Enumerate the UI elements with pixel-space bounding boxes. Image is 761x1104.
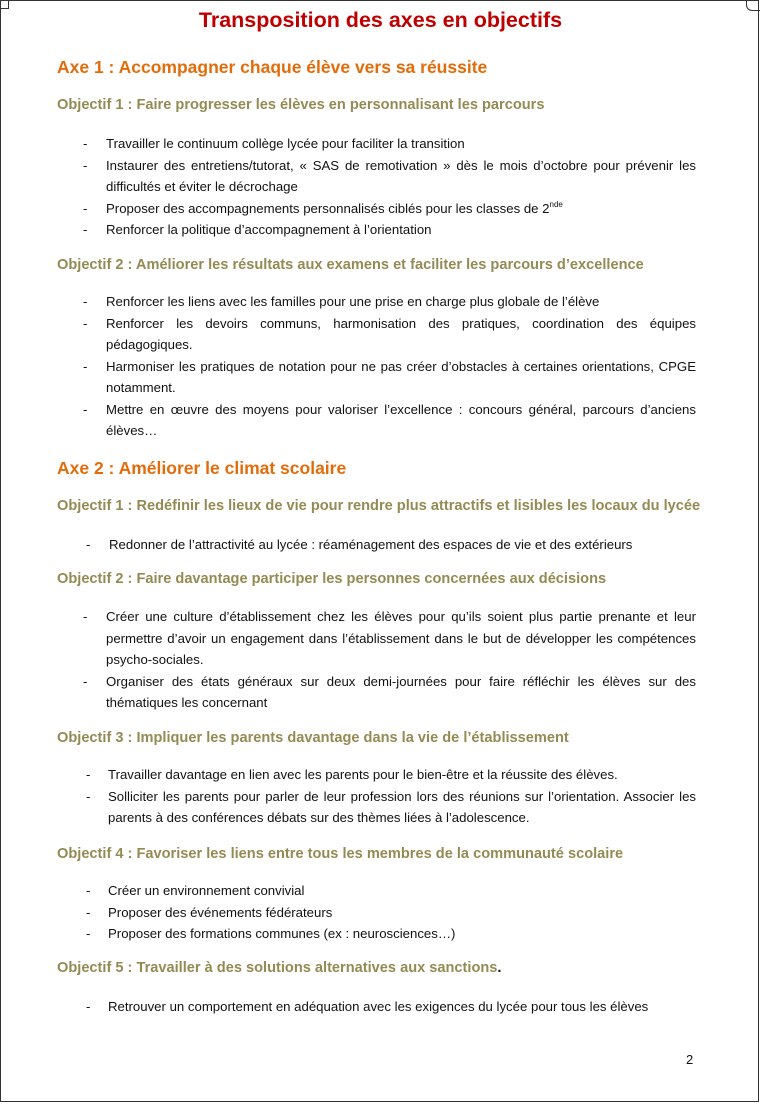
list-item: - Redonner de l’attractivité au lycée : réaménagement des espaces de vie et des extérieurs [0, 534, 761, 556]
axe-1-objectif-2-list [0, 291, 761, 442]
list-item: - Créer une culture d’établissement chez les élèves pour qu’ils soient plus partie prenante et leur permettre d’avoir un engagement dans l’établissement dans le but de développer les compétences psycho-sociales. [0, 606, 761, 671]
list-item: - Travailler davantage en lien avec les parents pour le bien-être et la réussite des élèves. [0, 764, 761, 786]
axe-2-heading: Axe 2 : Améliorer le climat scolaire [57, 458, 347, 478]
bullet-dash: - [83, 315, 88, 331]
list-item: - Travailler le continuum collège lycée pour faciliter la transition [0, 133, 761, 155]
bullet-dash: - [83, 673, 88, 689]
list-item: - Créer un environnement convivial [0, 880, 761, 902]
bullet-dash: - [86, 883, 91, 898]
bullet-dash: - [86, 767, 91, 782]
heading-period: . [497, 960, 502, 976]
bullet-dash: - [83, 294, 88, 309]
list-item: - Organiser des états généraux sur deux demi-journées pour faire réfléchir les élèves sur des thématiques les concernant [0, 671, 761, 714]
bullet-dash: - [86, 537, 91, 552]
document-title: Transposition des axes en objectifs [198, 8, 563, 32]
bullet-dash: - [83, 401, 88, 417]
list-item: - Proposer des formations communes (ex : neurosciences…) [0, 923, 761, 945]
bullet-dash: - [83, 200, 88, 216]
list-item: - Proposer des accompagnements personnalisés ciblés pour les classes de 2nde [0, 198, 761, 220]
axe-2-objectif-2-heading: Objectif 2 : Faire davantage participer les personnes concernées aux décisions [57, 571, 607, 587]
bullet-dash: - [83, 157, 88, 173]
superscript-nde: nde [549, 199, 563, 209]
bullet-dash: - [86, 904, 91, 920]
axe-2-objectif-1-heading: Objectif 1 : Redéfinir les lieux de vie pour rendre plus attractifs et lisibles les locaux du lycée [57, 498, 701, 514]
axe-2-objectif-5-list [0, 996, 761, 1018]
axe-2-objectif-1-list [0, 534, 761, 556]
bullet-dash: - [83, 358, 88, 374]
bullet-dash: - [86, 926, 91, 941]
axe-1-heading: Axe 1 : Accompagner chaque élève vers sa réussite [57, 57, 488, 77]
bullet-dash: - [83, 609, 88, 624]
bullet-dash: - [86, 999, 91, 1014]
axe-2-objectif-4-list [0, 880, 761, 945]
axe-1-objectif-1-list [0, 133, 761, 241]
list-item: - Proposer des événements fédérateurs [0, 902, 761, 924]
axe-1-objectif-2-heading: Objectif 2 : Améliorer les résultats aux examens et faciliter les parcours d’excellence [57, 257, 644, 273]
list-item: - Renforcer les devoirs communs, harmonisation des pratiques, coordination des équipes pédagogiques. [0, 313, 761, 356]
list-item: - Harmoniser les pratiques de notation pour ne pas créer d’obstacles à certaines orientations, CPGE notamment. [0, 356, 761, 399]
axe-2-objectif-2-list [0, 606, 761, 714]
bullet-dash: - [83, 222, 88, 237]
list-item: - Retrouver un comportement en adéquation avec les exigences du lycée pour tous les élèves [0, 996, 761, 1018]
axe-2-objectif-3-list [0, 764, 761, 829]
axe-2-objectif-4-heading: Objectif 4 : Favoriser les liens entre tous les membres de la communauté scolaire [57, 846, 624, 862]
list-item: - Instaurer des entretiens/tutorat, « SAS de remotivation » dès le mois d’octobre pour prévenir les difficultés et éviter le décrochage [0, 155, 761, 198]
bullet-dash: - [83, 136, 88, 151]
list-item: - Solliciter les parents pour parler de leur profession lors des réunions sur l’orientation. Associer les parents à des conférences débats sur des thèmes liées à l’adolescence. [0, 786, 761, 829]
axe-2-objectif-3-heading: Objectif 3 : Impliquer les parents davantage dans la vie de l’établissement [57, 730, 569, 746]
axe-2-objectif-5-heading: Objectif 5 : Travailler à des solutions alternatives aux sanctions. [57, 960, 502, 976]
bullet-dash: - [86, 788, 91, 804]
list-item: - Mettre en œuvre des moyens pour valoriser l’excellence : concours général, parcours d’anciens élèves… [0, 399, 761, 442]
list-item: - Renforcer la politique d’accompagnement à l’orientation [0, 219, 761, 241]
list-item: - Renforcer les liens avec les familles pour une prise en charge plus globale de l’élève [0, 291, 761, 313]
page-number: 2 [686, 1052, 694, 1067]
axe-1-objectif-1-heading: Objectif 1 : Faire progresser les élèves en personnalisant les parcours [57, 97, 545, 113]
